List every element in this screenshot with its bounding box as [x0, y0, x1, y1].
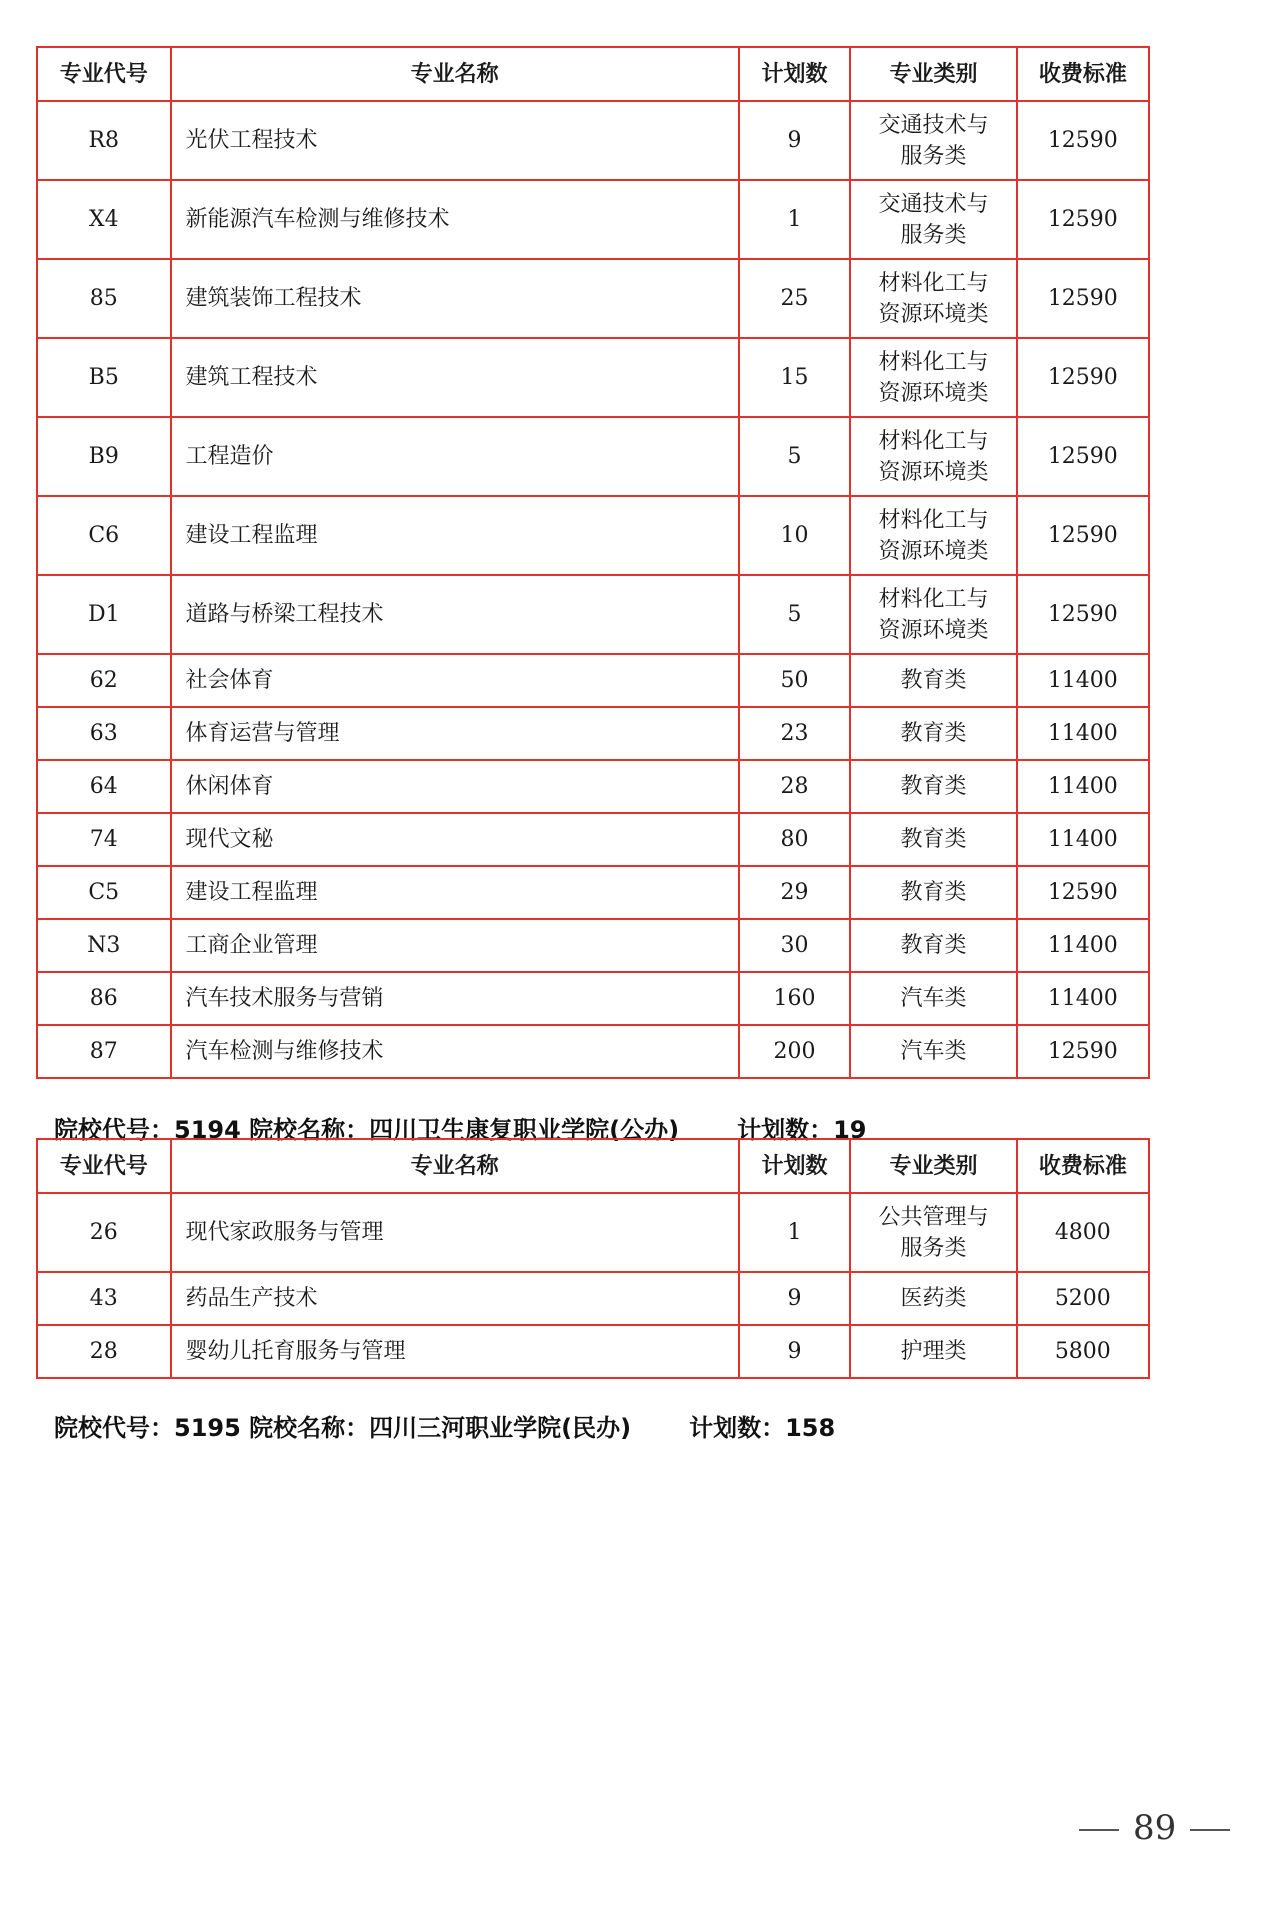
- table-row: [37, 919, 1149, 972]
- cell-category: 教育类: [850, 919, 1016, 972]
- cell-plan: 200: [739, 1025, 851, 1078]
- cell-category: 材料化工与资源环境类: [850, 338, 1016, 417]
- cell-code: X4: [37, 180, 171, 259]
- table-header-row: [37, 1139, 1149, 1193]
- table-row: [37, 707, 1149, 760]
- cell-category: 公共管理与服务类: [850, 1193, 1016, 1272]
- school-info-5195: [54, 1408, 835, 1443]
- cell-plan: 1: [739, 180, 851, 259]
- cell-code: 28: [37, 1325, 171, 1378]
- table-row: [37, 972, 1149, 1025]
- cell-plan: 28: [739, 760, 851, 813]
- cell-plan: 160: [739, 972, 851, 1025]
- cell-code: D1: [37, 575, 171, 654]
- cell-plan: 29: [739, 866, 851, 919]
- page-number-value: 89: [1133, 1808, 1177, 1848]
- cell-code: R8: [37, 101, 171, 180]
- cell-category: 教育类: [850, 866, 1016, 919]
- cell-name: 社会体育: [171, 654, 739, 707]
- cell-name: 建设工程监理: [171, 866, 739, 919]
- table-row: [37, 338, 1149, 417]
- cell-plan: 80: [739, 813, 851, 866]
- cell-name: 建筑工程技术: [171, 338, 739, 417]
- cell-fee: 12590: [1017, 417, 1149, 496]
- cell-fee: 12590: [1017, 496, 1149, 575]
- table-body-2: [37, 1193, 1149, 1378]
- cell-category: 教育类: [850, 654, 1016, 707]
- cell-category: 教育类: [850, 813, 1016, 866]
- cell-name: 药品生产技术: [171, 1272, 739, 1325]
- cell-fee: 12590: [1017, 259, 1149, 338]
- cell-fee: 11400: [1017, 919, 1149, 972]
- dash-right: [1190, 1829, 1230, 1831]
- cell-plan: 5: [739, 417, 851, 496]
- cell-name: 汽车检测与维修技术: [171, 1025, 739, 1078]
- cell-category: 教育类: [850, 760, 1016, 813]
- cell-code: 26: [37, 1193, 171, 1272]
- cell-name: 现代文秘: [171, 813, 739, 866]
- cell-name: 光伏工程技术: [171, 101, 739, 180]
- cell-category: 汽车类: [850, 1025, 1016, 1078]
- cell-category: 医药类: [850, 1272, 1016, 1325]
- cell-fee: 5800: [1017, 1325, 1149, 1378]
- cell-plan: 1: [739, 1193, 851, 1272]
- cell-name: 汽车技术服务与营销: [171, 972, 739, 1025]
- table-row: [37, 496, 1149, 575]
- school-name: 院校名称：四川卫生康复职业学院(公办): [249, 1116, 680, 1144]
- table-row: [37, 1272, 1149, 1325]
- school-code: 院校代号：5194: [54, 1116, 241, 1144]
- cell-name: 现代家政服务与管理: [171, 1193, 739, 1272]
- majors-table-1: [36, 46, 1150, 1079]
- school-name: 院校名称：四川三河职业学院(民办): [249, 1414, 632, 1442]
- cell-code: 62: [37, 654, 171, 707]
- cell-code: 85: [37, 259, 171, 338]
- cell-plan: 9: [739, 1325, 851, 1378]
- cell-code: 63: [37, 707, 171, 760]
- cell-code: 64: [37, 760, 171, 813]
- cell-fee: 12590: [1017, 338, 1149, 417]
- cell-category: 护理类: [850, 1325, 1016, 1378]
- cell-name: 道路与桥梁工程技术: [171, 575, 739, 654]
- table-body-1: [37, 101, 1149, 1078]
- school-code: 院校代号：5195: [54, 1414, 241, 1442]
- cell-code: 86: [37, 972, 171, 1025]
- cell-name: 工商企业管理: [171, 919, 739, 972]
- cell-fee: 5200: [1017, 1272, 1149, 1325]
- header-fee: 收费标准: [1017, 47, 1149, 101]
- cell-name: 新能源汽车检测与维修技术: [171, 180, 739, 259]
- header-code: 专业代号: [37, 1139, 171, 1193]
- cell-category: 材料化工与资源环境类: [850, 259, 1016, 338]
- header-name: 专业名称: [171, 47, 739, 101]
- table-row: [37, 760, 1149, 813]
- cell-plan: 15: [739, 338, 851, 417]
- cell-code: 87: [37, 1025, 171, 1078]
- school-plan: 计划数：19: [737, 1116, 867, 1144]
- page-number: [1065, 1808, 1244, 1848]
- cell-name: 工程造价: [171, 417, 739, 496]
- cell-fee: 11400: [1017, 707, 1149, 760]
- cell-plan: 9: [739, 1272, 851, 1325]
- cell-category: 汽车类: [850, 972, 1016, 1025]
- cell-plan: 23: [739, 707, 851, 760]
- cell-fee: 12590: [1017, 575, 1149, 654]
- cell-code: C5: [37, 866, 171, 919]
- school-plan: 计划数：158: [689, 1414, 836, 1442]
- cell-category: 交通技术与服务类: [850, 180, 1016, 259]
- cell-code: C6: [37, 496, 171, 575]
- header-plan: 计划数: [739, 47, 851, 101]
- cell-plan: 30: [739, 919, 851, 972]
- cell-name: 建筑装饰工程技术: [171, 259, 739, 338]
- table-header-row: [37, 47, 1149, 101]
- cell-name: 休闲体育: [171, 760, 739, 813]
- table-row: [37, 575, 1149, 654]
- cell-fee: 4800: [1017, 1193, 1149, 1272]
- cell-fee: 11400: [1017, 760, 1149, 813]
- table-row: [37, 180, 1149, 259]
- cell-name: 建设工程监理: [171, 496, 739, 575]
- header-code: 专业代号: [37, 47, 171, 101]
- cell-plan: 5: [739, 575, 851, 654]
- cell-code: 43: [37, 1272, 171, 1325]
- majors-table-2: [36, 1138, 1150, 1379]
- cell-category: 材料化工与资源环境类: [850, 417, 1016, 496]
- cell-fee: 12590: [1017, 1025, 1149, 1078]
- cell-fee: 11400: [1017, 654, 1149, 707]
- table-row: [37, 417, 1149, 496]
- header-plan: 计划数: [739, 1139, 851, 1193]
- cell-plan: 9: [739, 101, 851, 180]
- cell-plan: 10: [739, 496, 851, 575]
- table-row: [37, 1325, 1149, 1378]
- cell-category: 材料化工与资源环境类: [850, 575, 1016, 654]
- cell-name: 体育运营与管理: [171, 707, 739, 760]
- cell-fee: 12590: [1017, 180, 1149, 259]
- header-name: 专业名称: [171, 1139, 739, 1193]
- cell-category: 材料化工与资源环境类: [850, 496, 1016, 575]
- table-row: [37, 866, 1149, 919]
- cell-code: B5: [37, 338, 171, 417]
- cell-code: N3: [37, 919, 171, 972]
- cell-fee: 11400: [1017, 972, 1149, 1025]
- dash-left: [1079, 1829, 1119, 1831]
- cell-fee: 12590: [1017, 866, 1149, 919]
- cell-code: 74: [37, 813, 171, 866]
- table-row: [37, 259, 1149, 338]
- cell-code: B9: [37, 417, 171, 496]
- header-fee: 收费标准: [1017, 1139, 1149, 1193]
- cell-category: 交通技术与服务类: [850, 101, 1016, 180]
- table-row: [37, 1025, 1149, 1078]
- header-category: 专业类别: [850, 47, 1016, 101]
- header-category: 专业类别: [850, 1139, 1016, 1193]
- table-row: [37, 1193, 1149, 1272]
- cell-fee: 11400: [1017, 813, 1149, 866]
- cell-category: 教育类: [850, 707, 1016, 760]
- table-row: [37, 101, 1149, 180]
- cell-plan: 25: [739, 259, 851, 338]
- cell-name: 婴幼儿托育服务与管理: [171, 1325, 739, 1378]
- cell-plan: 50: [739, 654, 851, 707]
- table-row: [37, 654, 1149, 707]
- table-row: [37, 813, 1149, 866]
- cell-fee: 12590: [1017, 101, 1149, 180]
